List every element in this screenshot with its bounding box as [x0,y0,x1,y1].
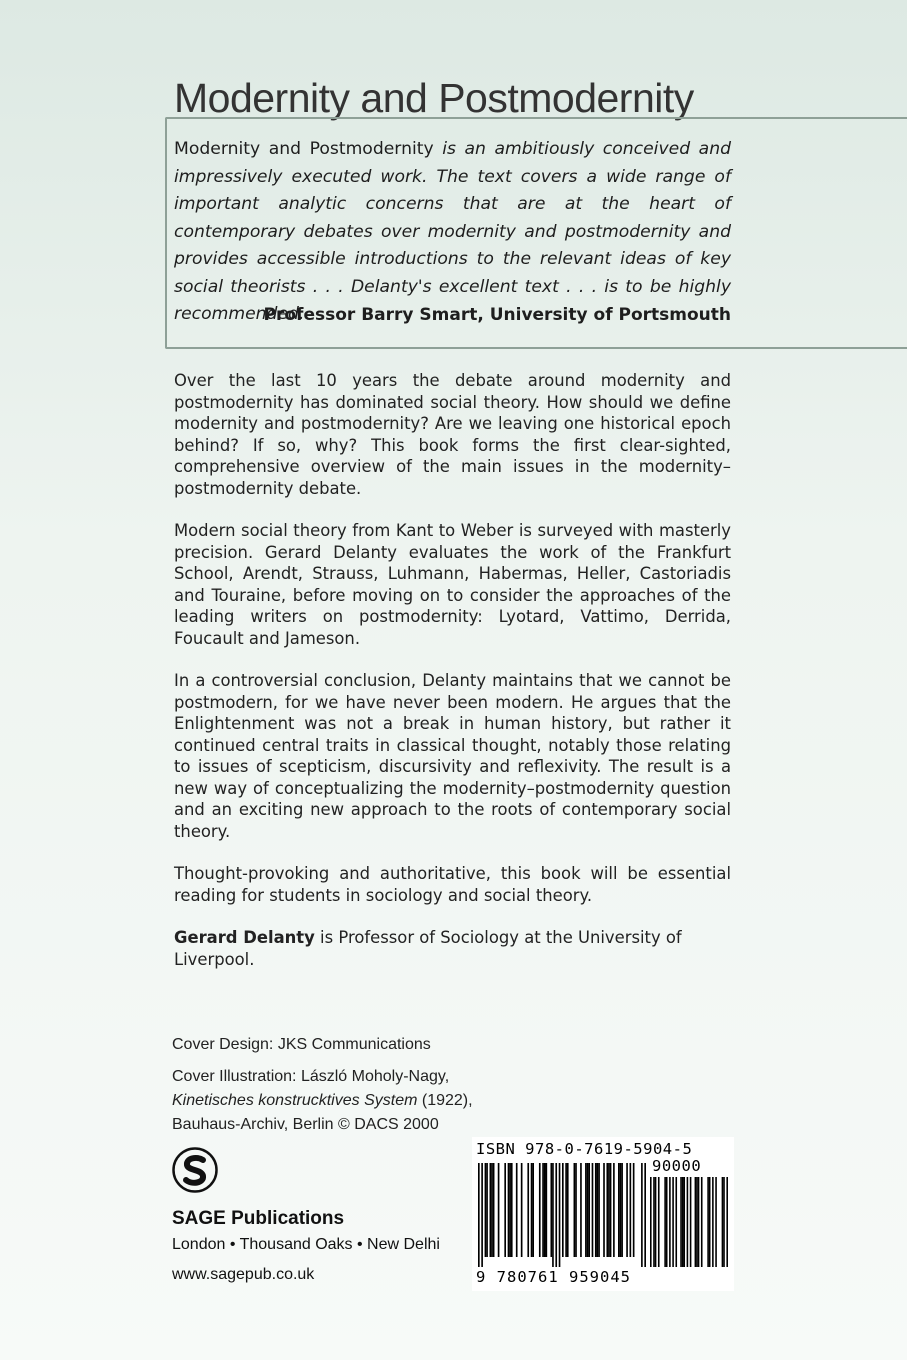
sage-logo-icon [172,1147,218,1193]
barcode-bar [626,1163,628,1257]
publisher-name: SAGE Publications [172,1208,345,1229]
barcode-bar [620,1163,622,1257]
barcode-bar [585,1163,587,1257]
barcode-bar [630,1163,632,1257]
barcode-bar [641,1163,643,1267]
artwork-year: (1922), [421,1092,473,1109]
barcode-bar [618,1163,620,1257]
barcode-bar [504,1163,506,1257]
barcode-bar [597,1163,599,1257]
barcode-bar [696,1177,698,1267]
barcode-bar [683,1177,685,1267]
barcode-bar [508,1163,510,1257]
barcode-bar [675,1177,677,1267]
barcode-bar [498,1163,500,1257]
barcode-bar [555,1163,557,1267]
author-bio [174,927,731,970]
barcode-bar [690,1177,692,1267]
barcode-bar [562,1163,564,1257]
barcode-bar [653,1177,655,1267]
barcode-bar [539,1163,541,1257]
isbn-number: ISBN 978-0-7619-5904-5 [476,1140,693,1158]
barcode-bar [521,1163,523,1257]
barcode-bar [650,1177,652,1267]
barcode-bar [485,1163,487,1257]
barcode-bar [664,1177,666,1267]
barcode-bar [701,1177,703,1267]
ean-number: 9 780761 959045 [476,1268,631,1286]
illustration-credit: Cover Illustration: László Moholy-Nagy, [172,1068,450,1085]
barcode-bar [613,1163,615,1257]
barcode-bar [567,1163,569,1257]
publisher-cities: London • Thousand Oaks • New Delhi [172,1236,440,1253]
blurb-paragraph: In a controversial conclusion, Delanty maintains that we cannot be postmodern, for we have never been modern. He argues that the Enlightenment was not a break in human history, but rather it continued central traits in classical thought, notably those relating to issues of scepticism, discursivity and reflexivity. The result is a new way of conceptualizing the modernity–postmodernity question and an exciting new approach to the roots of contemporary social theory. [174,671,731,841]
barcode-bar [603,1163,605,1257]
barcode-bar [687,1177,689,1267]
author-name: Gerard Delanty [174,928,315,947]
barcode-bar [658,1177,660,1267]
barcode-bar [486,1163,488,1257]
barcode-bar [552,1163,554,1267]
review-quote [174,136,731,329]
cover-credits [172,1033,473,1137]
addon-barcode-bars [650,1177,728,1267]
barcode-bar [542,1163,544,1257]
archive-credit: Bauhaus-Archiv, Berlin © DACS 2000 [172,1116,439,1133]
isbn-barcode [472,1137,734,1291]
barcode-bar [509,1163,511,1257]
barcode-bar [621,1163,623,1257]
barcode-bar [527,1163,529,1257]
barcode-bar [606,1163,608,1257]
barcode-bar [559,1163,561,1267]
artwork-title: Kinetisches konstrucktives System [172,1092,418,1109]
blurb-paragraph: Thought-provoking and authoritative, this book will be essential reading for students in sociology and social theory. [174,864,731,905]
barcode-bar [478,1163,480,1267]
barcode-bar [574,1163,576,1257]
barcode-bar [644,1163,646,1267]
barcode-bar [580,1163,582,1257]
barcode-bar [655,1177,657,1267]
barcode-bar [715,1177,717,1267]
design-credit: Cover Design: JKS Communications [172,1036,431,1053]
barcode-bar [595,1163,597,1257]
quote-text: is an ambitiously conceived and impressively executed work. The text covers a wide range of important analytic concerns that are at the heart of contemporary debates over modernity and postmodernity and provides accessible introductions to the relevant ideas of key social theorists . . . Delanty's excellent text . . . is to be highly recommended. [174,139,732,324]
barcode-bar [511,1163,513,1257]
barcode-bar [672,1177,674,1267]
blurb-paragraph: Modern social theory from Kant to Weber is surveyed with masterly precision. Gerard Delanty evaluates the work of the Frankfurt School, Arendt, Strauss, Luhmann, Habermas, Heller, Castoriadis and Touraine, before moving on to consider the approaches of the leading writers on postmodernity: Lyotard, Vattimo, Derrida, Foucault and Jameson. [174,521,731,648]
barcode-bar [587,1163,589,1257]
barcode-bar [531,1163,533,1257]
blurb [174,370,731,991]
barcode-bar [491,1163,493,1257]
artwork-line [172,1089,473,1113]
barcode-bar [682,1177,684,1267]
barcode-bar [695,1177,697,1267]
blurb-paragraph: Over the last 10 years the debate around modernity and postmodernity has dominated social theory. How should we define modernity and postmodernity? Are we leaving one historical epoch behind? If so, why? This book forms the first clear-sighted, comprehensive overview of the main issues in the modernity–postmodernity debate. [174,371,731,498]
barcode-bar [493,1163,495,1257]
barcode-bar [680,1177,682,1267]
price-code: 90000 [652,1157,702,1175]
barcode-bar [598,1163,600,1257]
barcode-bar [516,1163,518,1257]
quote-book-ref: Modernity and Postmodernity [174,139,434,159]
barcode-bar [532,1163,534,1257]
author-bio-text: is Professor of Sociology at the University of Liverpool. [174,928,682,969]
barcode-bar [712,1177,714,1267]
barcode-bar [666,1177,668,1267]
barcode-bar [608,1163,610,1257]
publisher-website: www.sagepub.co.uk [172,1266,315,1283]
barcode-bar [481,1163,483,1267]
barcode-bar [633,1163,635,1257]
barcode-bar [722,1177,724,1267]
barcode-bar [575,1163,577,1257]
barcode-bar [490,1163,492,1257]
barcode-bar [565,1163,567,1257]
barcode-bar [707,1177,709,1267]
ean-barcode-bars [478,1163,646,1267]
barcode-bar [550,1163,552,1257]
barcode-bar [592,1163,594,1257]
barcode-bar [588,1163,590,1257]
barcode-bar [544,1163,546,1257]
publisher-info [172,1208,440,1284]
book-title: Modernity and Postmodernity [174,75,694,121]
barcode-bar [546,1163,548,1257]
barcode-bar [698,1177,700,1267]
barcode-bar [723,1177,725,1267]
barcode-bar [709,1177,711,1267]
barcode-bar [726,1177,728,1267]
quote-attribution: Professor Barry Smart, University of Portsmouth [263,305,731,325]
barcode-bar [669,1177,671,1267]
barcode-bar [610,1163,612,1257]
